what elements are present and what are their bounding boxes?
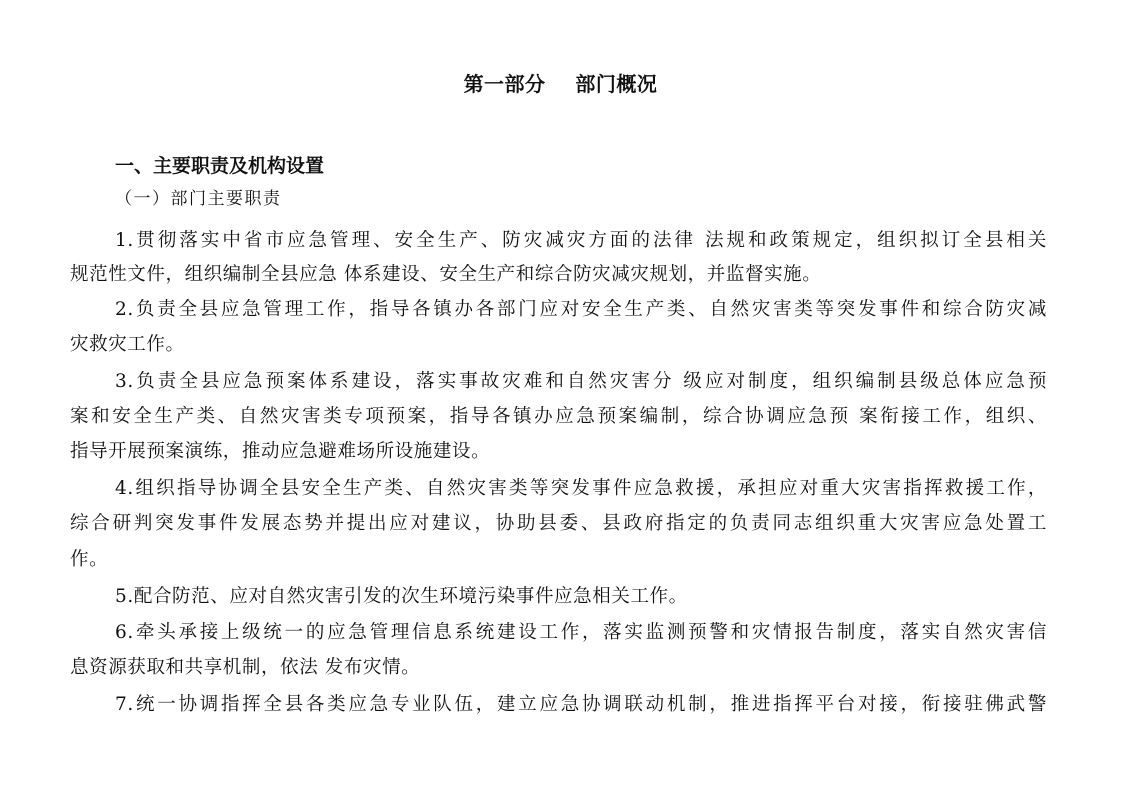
paragraph-line: 综合研判突发事件发展态势并提出应对建议，协助县委、县政府指定的负责同志组织重大灾害应急处置工 <box>70 513 1047 534</box>
paragraph-line: 指导开展预案演练，推动应急避难场所设施建设。 <box>70 441 491 462</box>
paragraph-line: 作。 <box>70 549 109 570</box>
paragraph-line: 息资源获取和共享机制，依法 发布灾情。 <box>70 657 421 678</box>
section-title: 一、主要职责及机构设置 <box>115 155 325 177</box>
paragraph-line: 案和安全生产类、自然灾害类专项预案，指导各镇办应急预案编制，综合协调应急预 案衔接工作，组织、 <box>70 406 1047 427</box>
paragraph-line: 1.贯彻落实中省市应急管理、安全生产、防灾减灾方面的法律 法规和政策规定，组织拟订全县相关 <box>115 230 1047 251</box>
paragraph-line: 5.配合防范、应对自然灾害引发的次生环境污染事件应急相关工作。 <box>115 586 688 607</box>
paragraph-line: 2.负责全县应急管理工作，指导各镇办各部门应对安全生产类、自然灾害类等突发事件和综合防灾减 <box>115 299 1047 320</box>
paragraph-line: 灾救灾工作。 <box>70 334 185 355</box>
paragraph-line: 规范性文件，组织编制全县应急 体系建设、安全生产和综合防灾减灾规划，并监督实施。 <box>70 264 822 285</box>
paragraph-line: 3.负责全县应急预案体系建设，落实事故灾难和自然灾害分 级应对制度，组织编制县级总体应急预 <box>115 371 1047 392</box>
paragraph-line: 6.牵头承接上级统一的应急管理信息系统建设工作，落实监测预警和灾情报告制度，落实自然灾害信 <box>115 622 1047 643</box>
paragraph-line: 4.组织指导协调全县安全生产类、自然灾害类等突发事件应急救援，承担应对重大灾害指挥救援工作， <box>115 478 1047 499</box>
subsection-title: （一）部门主要职责 <box>115 189 282 209</box>
part-title: 第一部分 部门概况 <box>463 72 658 96</box>
paragraph-line: 7.统一协调指挥全县各类应急专业队伍，建立应急协调联动机制，推进指挥平台对接，衔接驻佛武警 <box>115 694 1047 715</box>
